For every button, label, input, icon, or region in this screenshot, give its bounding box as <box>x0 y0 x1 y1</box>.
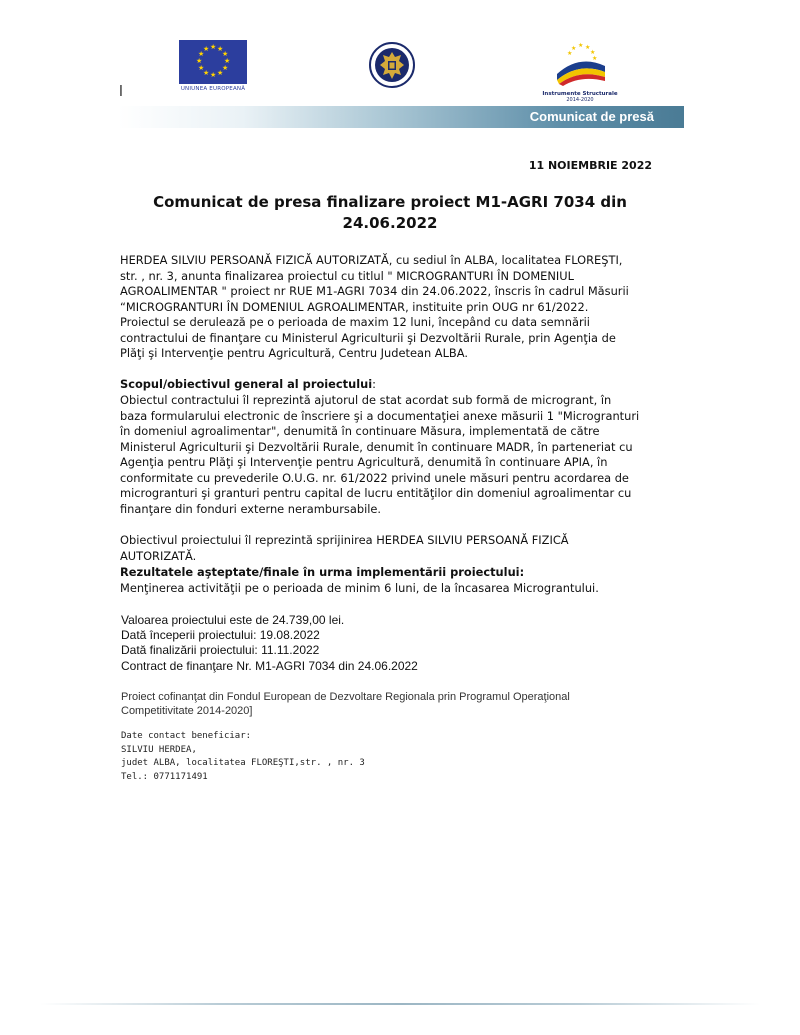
svg-text:★: ★ <box>590 49 596 56</box>
contact-label: Date contact beneficiar: <box>121 731 252 741</box>
svg-text:★: ★ <box>578 42 584 49</box>
results-heading: Rezultatele aşteptate/finale în urma implementării proiectului: <box>120 565 525 579</box>
project-start-date: Dată începerii proiectului: 19.08.2022 <box>121 628 320 643</box>
header-mark: l <box>119 84 123 100</box>
cofinancing-note: Proiect cofinanţat din Fondul European de Dezvoltare Regionala prin Programul Operaţional Competitivitate 2014-2020] <box>121 691 570 717</box>
structural-instruments-logo <box>541 40 619 104</box>
objective-heading-text: Scopul/obiectivul general al proiectului <box>120 377 373 391</box>
objective-heading <box>120 377 376 393</box>
project-end-date: Dată finalizării proiectului: 11.11.2022 <box>121 643 320 658</box>
eu-flag-icon: ★ ★ ★ ★ ★ ★ ★ ★ ★ ★ ★ ★ <box>179 40 247 84</box>
contact-address: judet ALBA, localitatea FLOREŞTI,str. , nr. 3 <box>121 758 365 768</box>
structural-instruments-caption: Instrumente Structurale <box>542 91 618 97</box>
contact-name: SILVIU HERDEA, <box>121 744 197 755</box>
results-paragraph: Menţinerea activităţii pe o perioada de minim 6 luni, de la încasarea Micrograntului. <box>120 581 599 595</box>
svg-text:★: ★ <box>592 55 598 62</box>
eu-caption: UNIUNEA EUROPEANĂ <box>180 86 246 92</box>
beneficiary-contact <box>121 730 521 784</box>
document-title: Comunicat de presa finalizare proiect M1-AGRI 7034 din 24.06.2022 <box>153 193 627 232</box>
romanian-government-seal <box>368 41 416 89</box>
svg-text:★: ★ <box>571 45 577 52</box>
footer-divider <box>40 1003 760 1005</box>
specific-objective-paragraph: Obiectivul proiectului îl reprezintă sprijinirea HERDEA SILVIU PERSOANĂ FIZICĂ AUTORIZATĂ. <box>120 533 569 563</box>
project-info <box>121 613 681 674</box>
svg-text:★: ★ <box>585 44 591 51</box>
financing-contract: Contract de finanţare Nr. M1-AGRI 7034 din 24.06.2022 <box>121 658 418 673</box>
project-value: Valoarea proiectului este de 24.739,00 lei. <box>121 613 345 627</box>
release-date: 11 NOIEMBRIE 2022 <box>528 159 652 172</box>
structural-instruments-years: 2014-2020 <box>566 97 594 103</box>
objective-paragraph: Obiectul contractului îl reprezintă ajutorul de stat acordat sub formă de microgrant, în baza formularului electronic de înscriere şi a documentaţiei anexe măsurii 1 "Microgranturi în domeniul agroalimentar", denumită în continuare Măsura, implementată de către Ministerul Agriculturii şi Dezvoltării Rurale, denumit în continuare MADR, în parteneriat cu Agenţia pentru Plăţi şi Intervenţie pentru Agricultură, denumită în continuare APIA, în conformitate cu prevederile O.U.G. nr. 61/2022 privind unele măsuri pentru acordarea de microgranturi şi granturi pentru capital de lucru entităţilor din domeniul agroalimentar cu finanţare din fonduri externe nerambursabile. <box>120 393 640 516</box>
intro-paragraph: HERDEA SILVIU PERSOANĂ FIZICĂ AUTORIZATĂ, cu sediul în ALBA, localitatea FLOREŞTI, str. , nr. 3, anunta finalizarea proiectul cu titlul " MICROGRANTURI ÎN DOMENIUL AGROALIMENTAR " proiect nr RUE M1-AGRI 7034 din 24.06.2022, înscris în cadrul Măsurii “MICROGRANTURI ÎN DOMENIUL AGROALIMENTAR, instituite prin OUG nr 61/2022. Proiectul se derulează pe o perioada de maxim 12 luni, începând cu data semnării contractului de finanţare cu Ministerul Agriculturii şi Dezvoltării Rurale, prin Agenţia de Plăţi şi Intervenţie pentru Agricultură, Centru Judetean ALBA. <box>120 253 629 360</box>
press-release-banner <box>118 106 684 128</box>
contact-phone: Tel.: 0771171491 <box>121 771 208 782</box>
structural-instruments-icon <box>549 40 611 86</box>
government-seal-icon <box>368 41 416 89</box>
svg-text:★: ★ <box>567 50 573 57</box>
objective-heading-colon: : <box>372 377 376 391</box>
eu-logo <box>179 40 247 92</box>
banner-title: Comunicat de presă <box>529 109 654 124</box>
